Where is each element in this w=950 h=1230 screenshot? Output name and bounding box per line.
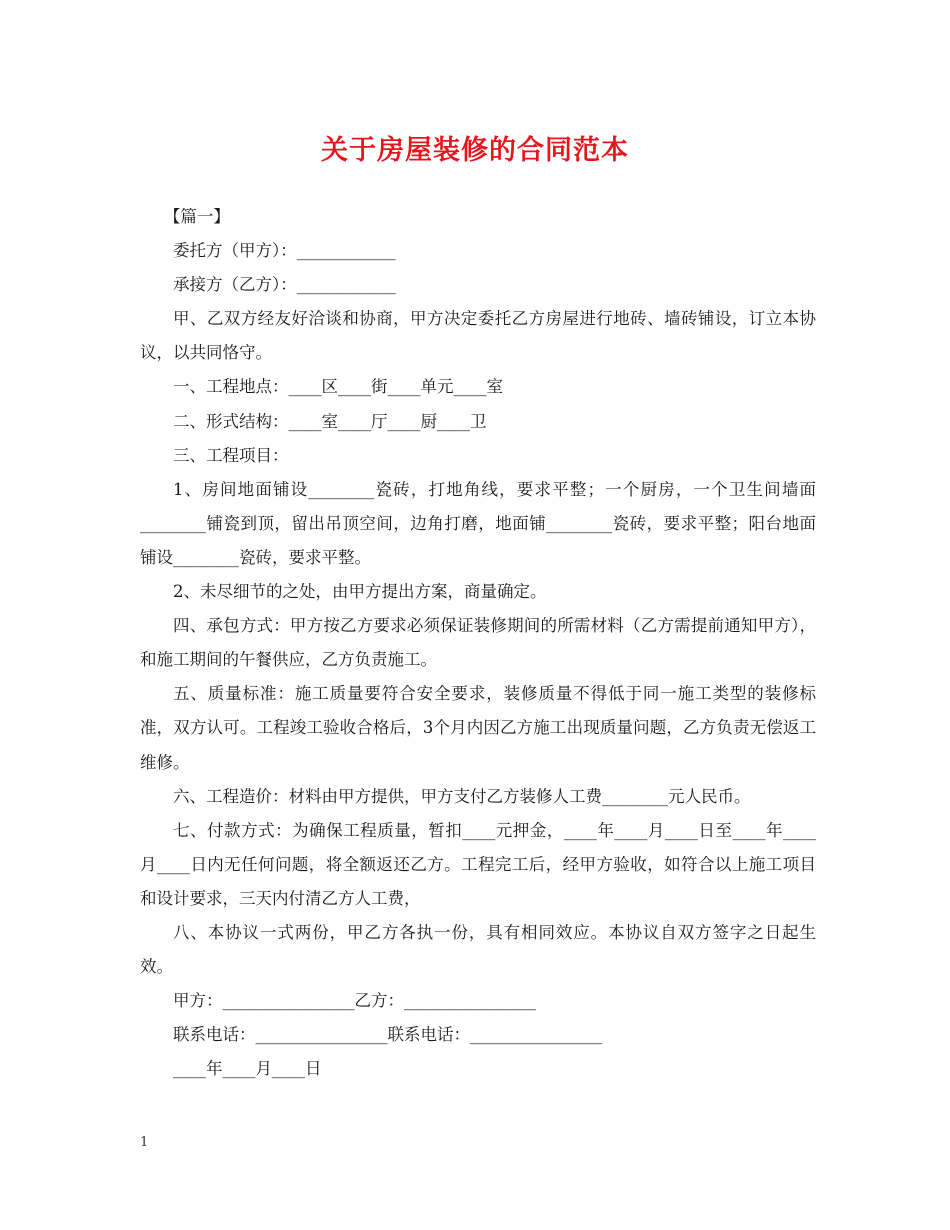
clause-payment: 七、付款方式：为确保工程质量，暂扣____元押金，____年____月____日至____年____月____日内无任何问题，将全额返还乙方。工程完工后，经甲方验收，如符合以上施工项目和设计要求，三天内付清乙方人工费， <box>140 820 816 908</box>
intro-paragraph: 甲、乙双方经友好洽谈和协商，甲方决定委托乙方房屋进行地砖、墙砖铺设，订立本协议，以共同恪守。 <box>140 309 816 363</box>
clause-item-2: 2、未尽细节的之处，由甲方提出方案，商量确定。 <box>173 582 547 602</box>
party-a-line: 委托方（甲方）：____________ <box>173 241 396 261</box>
clause-structure: 二、形式结构：____室____厅____厨____卫 <box>173 411 487 431</box>
party-b-line: 承接方（乙方）：____________ <box>173 275 396 295</box>
date-line: ____年____月____日 <box>173 1059 322 1079</box>
clause-items-heading: 三、工程项目： <box>173 445 289 465</box>
clause-contract-mode: 四、承包方式：甲方按乙方要求必须保证装修期间的所需材料（乙方需提前通知甲方），和施工期间的午餐供应，乙方负责施工。 <box>140 616 816 670</box>
document-title: 关于房屋装修的合同范本 <box>321 135 629 166</box>
section-label: 【篇一】 <box>163 207 230 226</box>
clause-location: 一、工程地点：____区____街____单元____室 <box>173 377 503 397</box>
phone-line: 联系电话：________________联系电话：________________ <box>173 1025 602 1045</box>
clause-cost: 六、工程造价：材料由甲方提供，甲方支付乙方装修人工费________元人民币。 <box>173 786 751 806</box>
page-number: 1 <box>140 1135 149 1150</box>
document-body <box>140 200 816 1086</box>
signature-line: 甲方：________________乙方：________________ <box>173 991 536 1011</box>
clause-copies: 八、本协议一式两份，甲乙方各执一份，具有相同效应。本协议自双方签字之日起生效。 <box>140 922 816 977</box>
clause-item-1: 1、房间地面铺设________瓷砖，打地角线，要求平整；一个厨房，一个卫生间墙面________铺瓷到顶，留出吊顶空间，边角打磨，地面铺________瓷砖，要求平整；阳台地面铺设________瓷砖，要求平整。 <box>140 479 816 567</box>
clause-quality: 五、质量标准：施工质量要符合安全要求，装修质量不得低于同一施工类型的装修标准，双方认可。工程竣工验收合格后，3个月内因乙方施工出现质量问题，乙方负责无偿返工维修。 <box>140 684 816 772</box>
